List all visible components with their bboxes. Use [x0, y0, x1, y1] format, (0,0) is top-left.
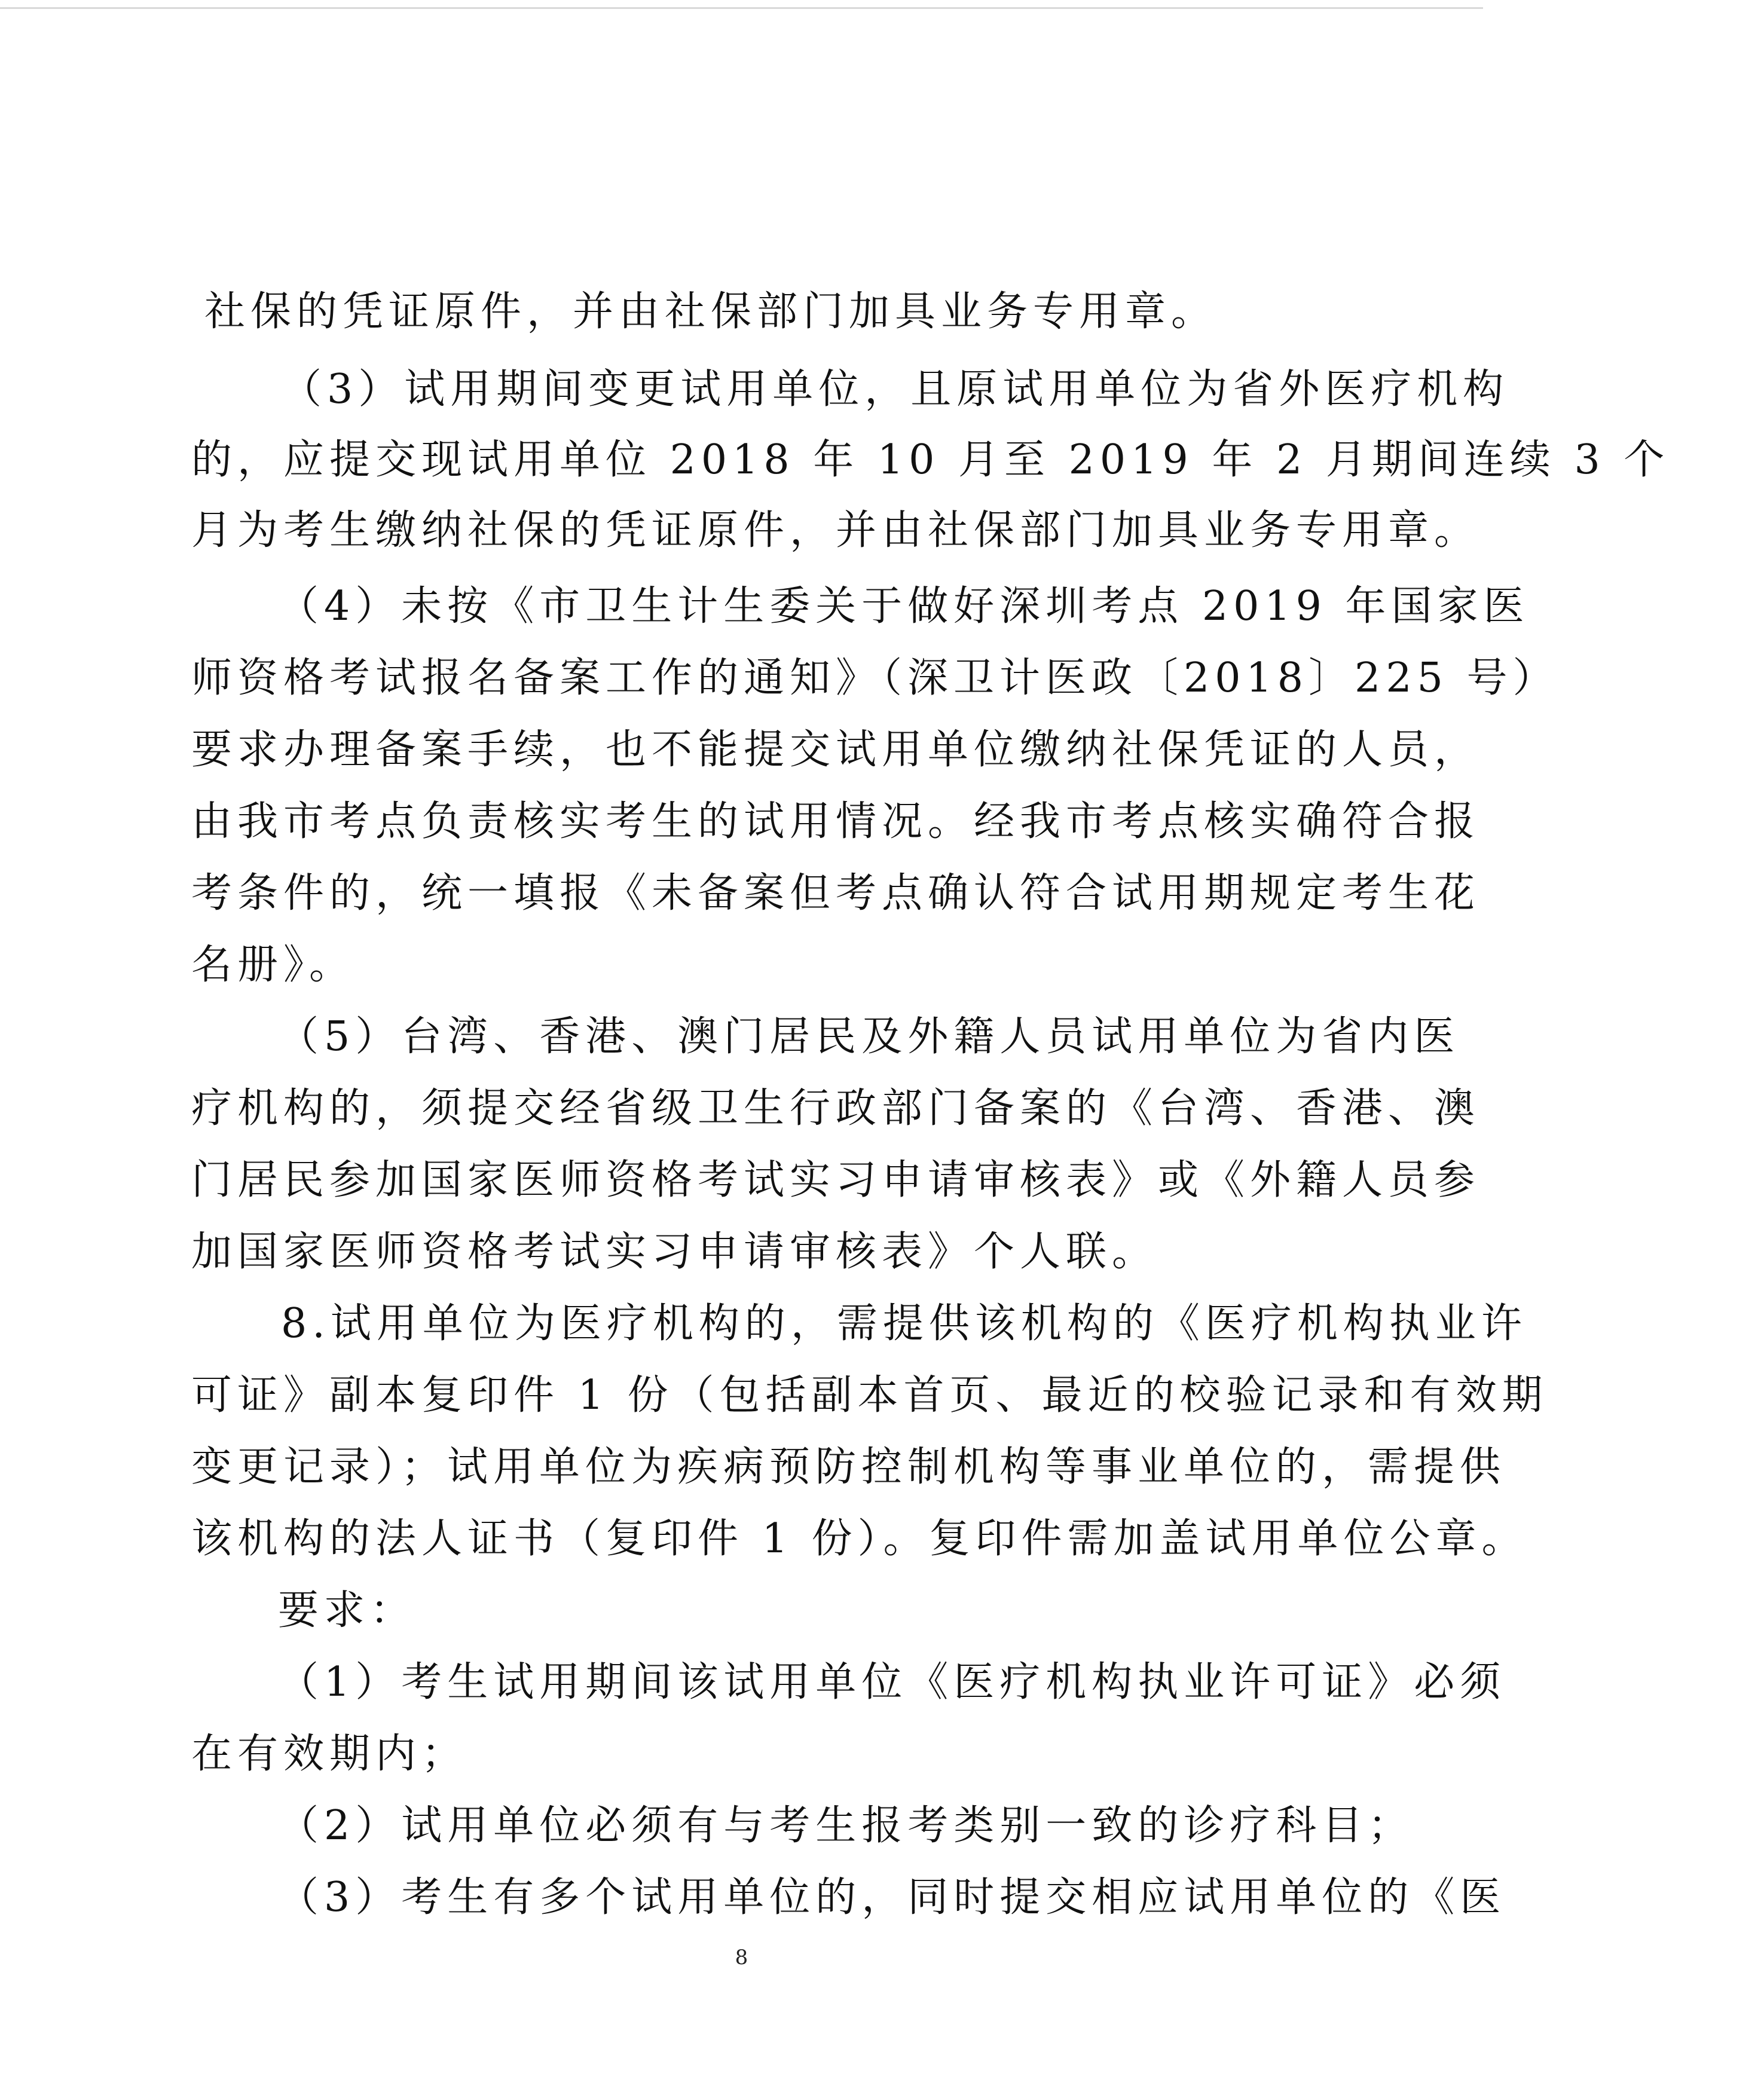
text-line: 加国家医师资格考试实习申请审核表》个人联。	[191, 1228, 1158, 1276]
text-line: （3）试用期间变更试用单位，且原试用单位为省外医疗机构	[281, 366, 1509, 413]
text-line: 可证》副本复印件 1 份（包括副本首页、最近的校验记录和有效期	[191, 1372, 1548, 1419]
text-line: 门居民参加国家医师资格考试实习申请审核表》或《外籍人员参	[191, 1157, 1481, 1204]
page-number: 8	[735, 1946, 748, 1969]
text-line: 要求：	[278, 1587, 417, 1634]
text-line: 由我市考点负责核实考生的试用情况。经我市考点核实确符合报	[191, 798, 1481, 845]
text-line: （4）未按《市卫生计生委关于做好深圳考点 2019 年国家医	[278, 583, 1530, 630]
text-line: （2）试用单位必须有与考生报考类别一致的诊疗科目；	[278, 1802, 1414, 1849]
text-line: （1）考生试用期间该试用单位《医疗机构执业许可证》必须	[278, 1659, 1506, 1706]
text-line: 的，应提交现试用单位 2018 年 10 月至 2019 年 2 月期间连续 3 个	[191, 436, 1670, 484]
text-line: （5）台湾、香港、澳门居民及外籍人员试用单位为省内医	[278, 1013, 1460, 1060]
text-line: 月为考生缴纳社保的凭证原件，并由社保部门加具业务专用章。	[191, 507, 1481, 554]
text-line: 要求办理备案手续，也不能提交试用单位缴纳社保凭证的人员，	[191, 726, 1481, 773]
text-line: 考条件的，统一填报《未备案但考点确认符合试用期规定考生花	[191, 870, 1481, 917]
text-line: 疗机构的，须提交经省级卫生行政部门备案的《台湾、香港、澳	[191, 1085, 1481, 1132]
text-line: 名册》。	[191, 941, 356, 989]
text-line: 在有效期内；	[191, 1730, 468, 1778]
text-line: （3）考生有多个试用单位的，同时提交相应试用单位的《医	[278, 1874, 1506, 1921]
text-line: 社保的凭证原件，并由社保部门加具业务专用章。	[204, 288, 1218, 335]
text-line: 师资格考试报名备案工作的通知》（深卫计医政〔2018〕225 号）	[191, 655, 1559, 702]
text-line: 变更记录）；试用单位为疾病预防控制机构等事业单位的，需提供	[191, 1443, 1506, 1491]
text-line: 8.试用单位为医疗机构的，需提供该机构的《医疗机构执业许	[281, 1300, 1527, 1347]
text-line: 该机构的法人证书（复印件 1 份）。复印件需加盖试用单位公章。	[191, 1515, 1528, 1562]
